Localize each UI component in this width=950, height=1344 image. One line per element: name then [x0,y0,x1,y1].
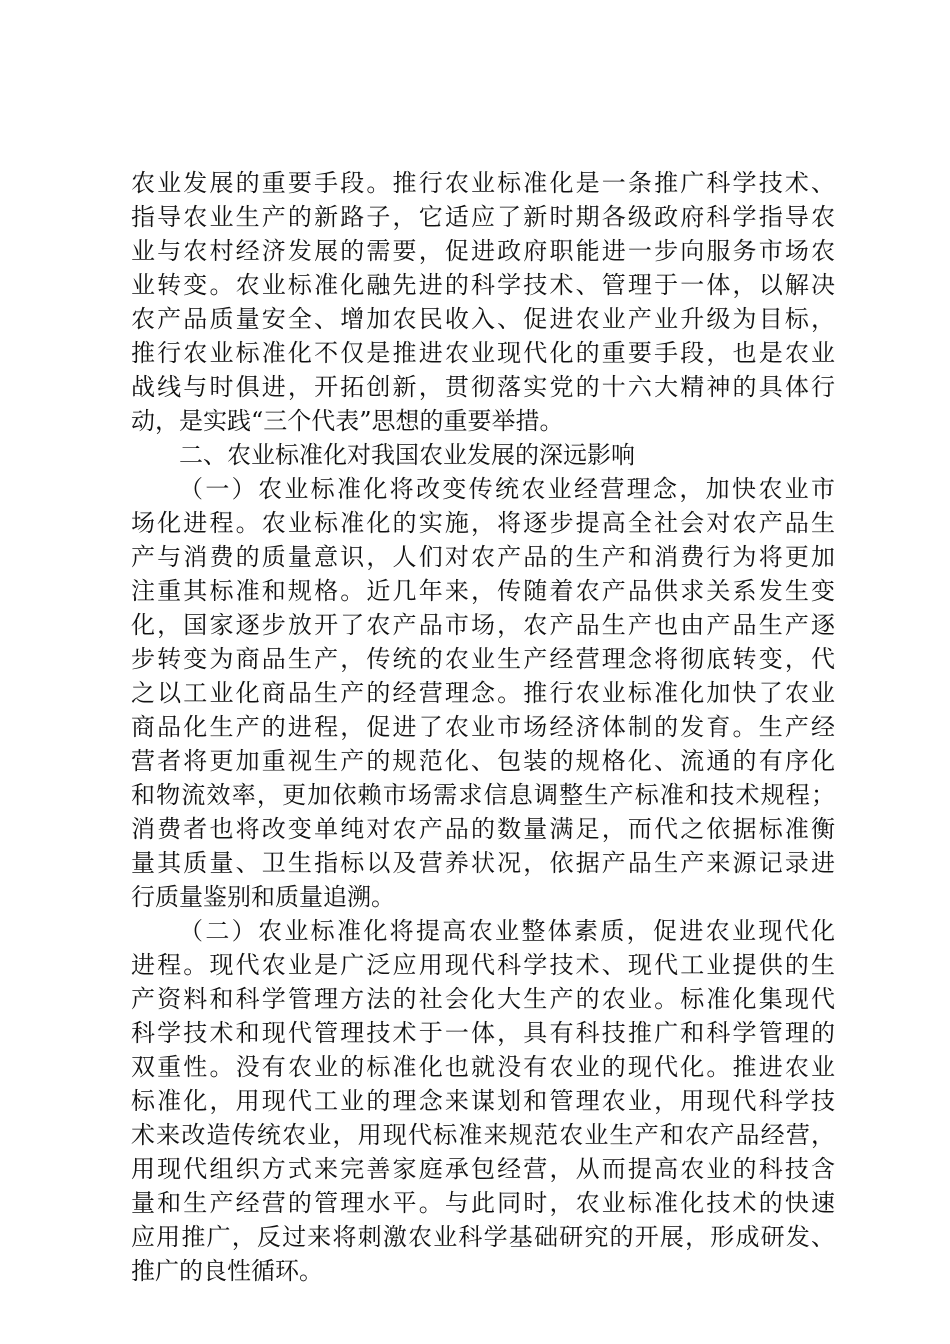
text-line: 标准化，用现代工业的理念来谋划和管理农业，用现代科学技 [131,1087,835,1115]
text-line: 指导农业生产的新路子，它适应了新时期各级政府科学指导农 [131,203,835,231]
paragraph-2 [131,472,835,914]
text-line: 推行农业标准化不仅是推进农业现代化的重要手段，也是农业 [131,339,835,367]
text-line: 消费者也将改变单纯对农产品的数量满足，而代之依据标准衡 [131,815,835,843]
text-line: （一）农业标准化将改变传统农业经营理念，加快农业市 [179,475,835,503]
text-line: 术来改造传统农业，用现代标准来规范农业生产和农产品经营， [131,1121,835,1149]
paragraph-1 [131,166,835,438]
text-line: 之以工业化商品生产的经营理念。推行农业标准化加快了农业 [131,679,835,707]
text-line: 和物流效率，更加依赖市场需求信息调整生产标准和技术规程； [131,781,835,809]
text-line: 农产品质量安全、增加农民收入、促进农业产业升级为目标， [131,305,835,333]
text-line: 业转变。农业标准化融先进的科学技术、管理于一体，以解决 [131,271,835,299]
text-line: 化，国家逐步放开了农产品市场，农产品生产也由产品生产逐 [131,611,835,639]
text-line: 产资料和科学管理方法的社会化大生产的农业。标准化集现代 [131,985,835,1013]
text-line: 营者将更加重视生产的规范化、包装的规格化、流通的有序化 [131,747,835,775]
heading-text: 二、农业标准化对我国农业发展的深远影响 [179,441,635,469]
text-line: 业与农村经济发展的需要，促进政府职能进一步向服务市场农 [131,237,835,265]
document-body [131,166,835,1288]
section-heading [131,438,835,472]
text-line: 推广的良性循环。 [131,1257,323,1285]
text-line: 进程。现代农业是广泛应用现代科学技术、现代工业提供的生 [131,951,835,979]
text-line: 商品化生产的进程，促进了农业市场经济体制的发育。生产经 [131,713,835,741]
text-line: 双重性。没有农业的标准化也就没有农业的现代化。推进农业 [131,1053,835,1081]
text-line: 步转变为商品生产，传统的农业生产经营理念将彻底转变，代 [131,645,835,673]
text-line: 用现代组织方式来完善家庭承包经营，从而提高农业的科技含 [131,1155,835,1183]
text-line: 行质量鉴别和质量追溯。 [131,883,395,911]
text-line: 产与消费的质量意识，人们对农产品的生产和消费行为将更加 [131,543,835,571]
text-line: 动，是实践“三个代表”思想的重要举措。 [131,407,564,435]
text-line: 农业发展的重要手段。推行农业标准化是一条推广科学技术、 [131,169,835,197]
text-line: 注重其标准和规格。近几年来，传随着农产品供求关系发生变 [131,577,835,605]
text-line: （二）农业标准化将提高农业整体素质，促进农业现代化 [179,917,835,945]
text-line: 应用推广，反过来将刺激农业科学基础研究的开展，形成研发、 [131,1223,835,1251]
paragraph-3 [131,914,835,1288]
text-line: 量其质量、卫生指标以及营养状况，依据产品生产来源记录进 [131,849,835,877]
text-line: 战线与时俱进，开拓创新，贯彻落实党的十六大精神的具体行 [131,373,835,401]
text-line: 场化进程。农业标准化的实施，将逐步提高全社会对农产品生 [131,509,835,537]
text-line: 量和生产经营的管理水平。与此同时，农业标准化技术的快速 [131,1189,835,1217]
text-line: 科学技术和现代管理技术于一体，具有科技推广和科学管理的 [131,1019,835,1047]
